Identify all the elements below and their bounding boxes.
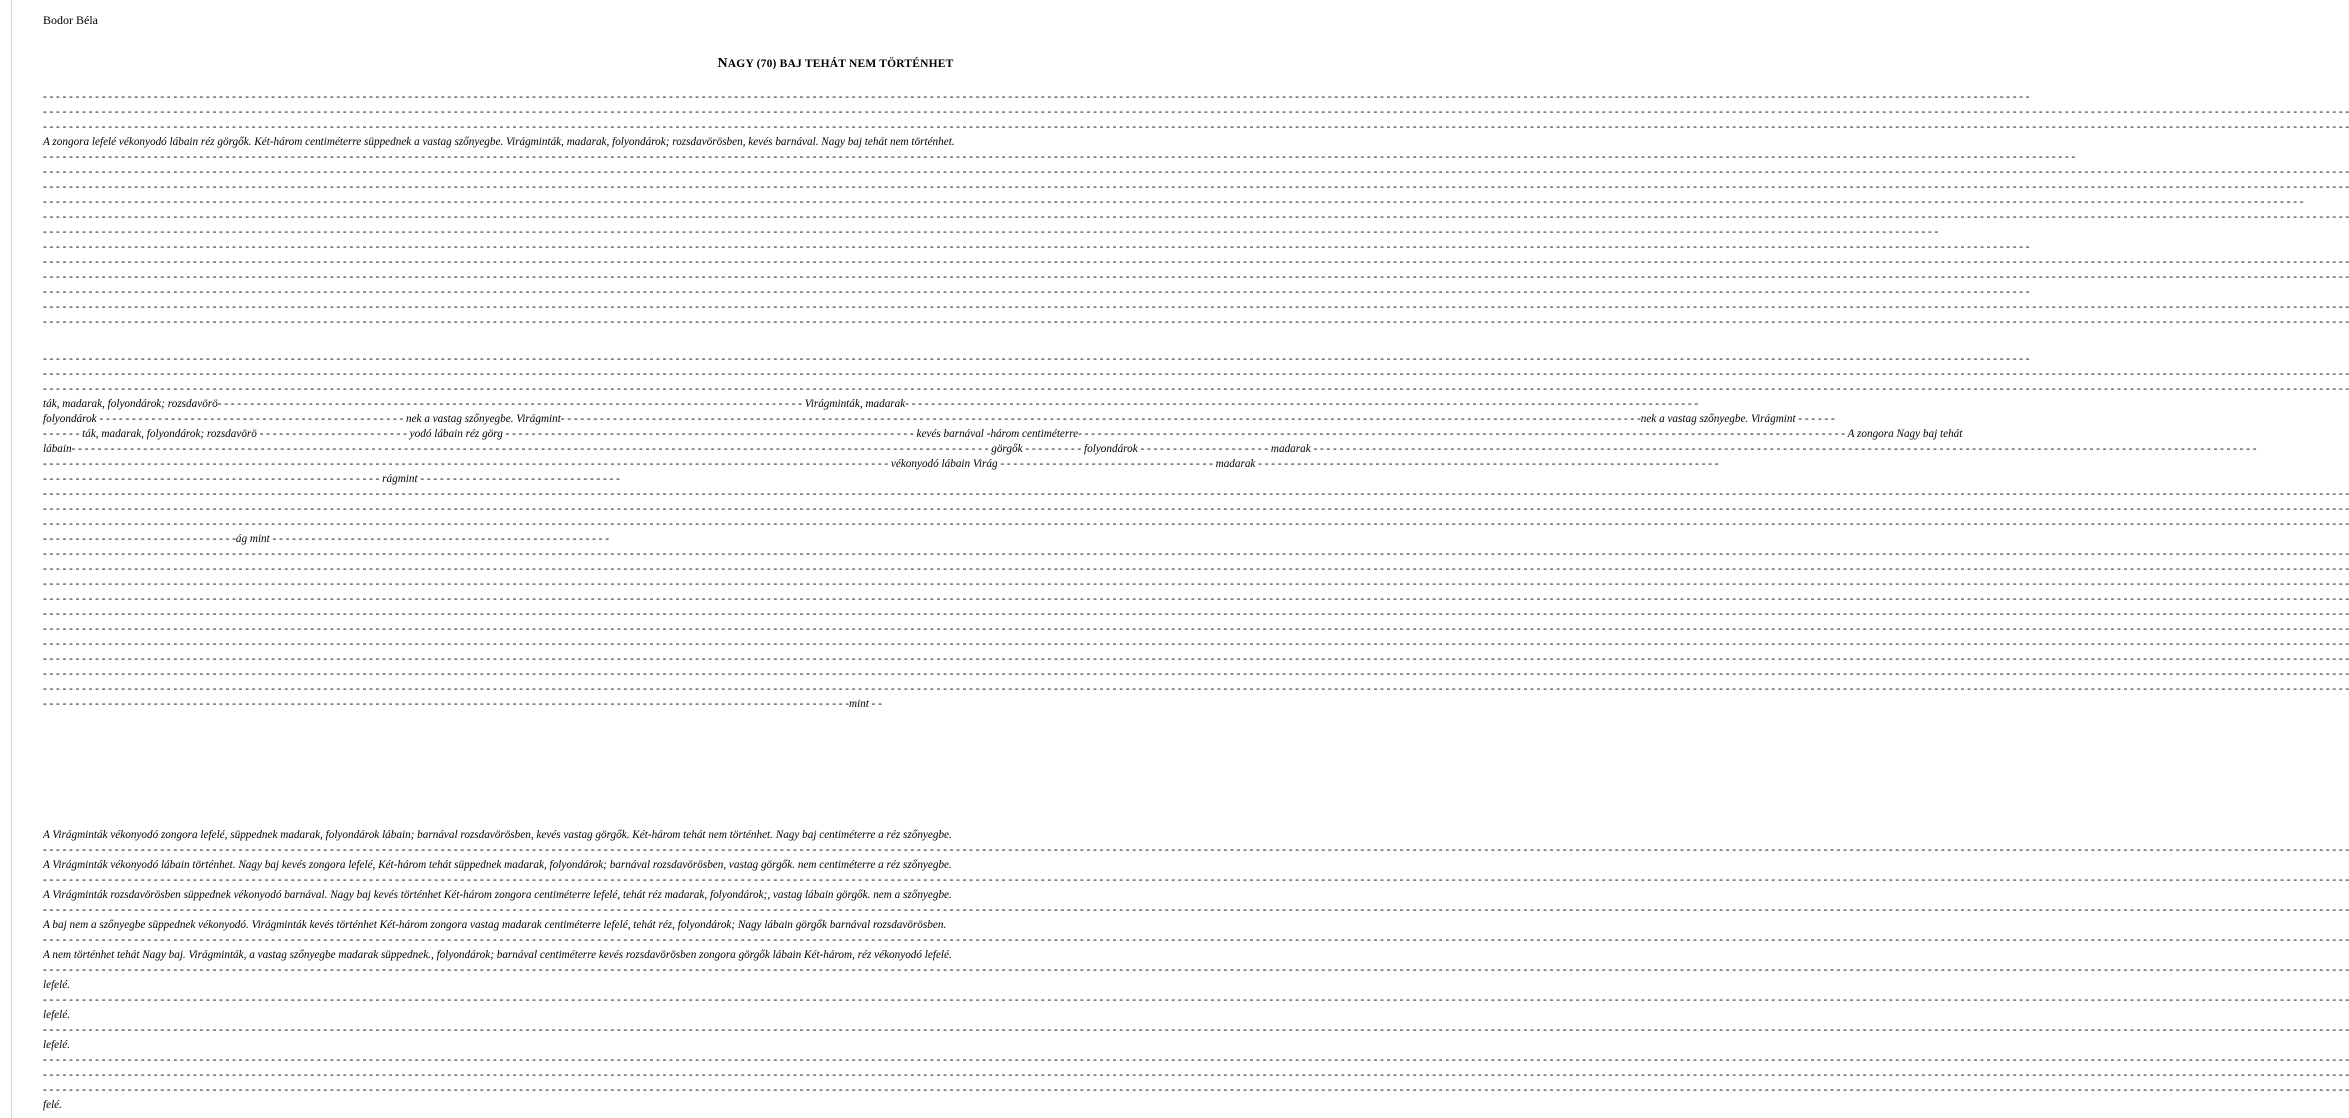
document-page	[43, 0, 2349, 1118]
text-line: - - - - - - - - - - - - - - - - - - - - - - - - - - - - - - - - - - - - - - - - - - - - - - - - - - - - - - - - - - - - - - - - - - - - - - - - - - - - - - - - - - - - - - - - - - - - - - - - - - - - - - - - - - - - - - - - - - - - - - - - - - - -mint - -	[43, 698, 882, 710]
dash-line: - - - - - - - - - - - - - - - - - - - - - - - - - - - - - - - - - - - - - - - - - - - - - - - - - - - - - - - - - - - - - - - - - - - - - - - - - - - - - - - - - - - - - - - - - - - - - - - - - - - - - - - - - - - - - - - - - - - - - - - - - - - - - - - - - - - - - - - - - - - - - - - - - - - - - - - - - - - - - - - - - - - - - - - - - - - - - - - - - - - - - - - - - - - - - - - - - - - - - - - - - - - - - - - - - - - - - - - - - - - - - - - - - - - - - - - - - - - - - - - - - - - - - - - - - - - - - - - - - - - - - - - - - - - - - - - - - - - - - - - - - - - - - - - - - - - - - - - - - - - - - - - - - - - - - - - - - - - - - - - - - - - - - - - - - - - - - - - - - - - - - - - - - - - - - - - - - -	[43, 548, 2349, 560]
text-line: A Virágminták vékonyodó lábain történhet. Nagy baj kevés zongora lefelé, Két-három tehát süppednek madarak, folyondárok; barnával rozsdavörösben, vastag görgők. nem centiméterre a réz szőnyegbe.	[43, 859, 952, 871]
text-line: lábain- - - - - - - - - - - - - - - - - - - - - - - - - - - - - - - - - - - - - - - - - - - - - - - - - - - - - - - - - - - - - - - - - - - - - - - - - - - - - - - - - - - - - - - - - - - - - - - - - - - - - - - - - - - - - - - - - - - - - - - - - - - - - - - - - - - - - - - - - - - - - görgők - - - - - - - - - folyondárok - - - - - - - - - - - - - - - - - - - - madarak - - - - - - - - - - - - - - - - - - - - - - - - - - - - - - - - - - - - - - - - - - - - - - - - - - - - - - - - - - - - - - - - - - - - - - - - - - - - - - - - - - - - - - - - - - - - - - - - - - - - - - - - - - - - - - - - - - - - - - - - - - - - - - - - - - - - - - - - - - - - - - - - -	[43, 443, 2257, 455]
dash-line: - - - - - - - - - - - - - - - - - - - - - - - - - - - - - - - - - - - - - - - - - - - - - - - - - - - - - - - - - - - - - - - - - - - - - - - - - - - - - - - - - - - - - - - - - - - - - - - - - - - - - - - - - - - - - - - - - - - - - - - - - - - - - - - - - - - - - - - - - - - - - - - - - - - - - - - - - - - - - - - - - - - - - - - - - - - - - - - - - - - - - - - - - - - - - - - - - - - - - - - - - - - - - - - - - - - - - - - - - - - - - - - - - - - - - - - - - - - - - - - - - - - - - - - - - - - - - - - - - - - - - - - - - - - - - - - - - - - - - - - - - - - - - - - - - - - - - - - - - - - - - - - - - - - - - - - - - - - - - - - - - - - - - - - - - - - - - - - - - - - - - - - - - - - - - - - - - -	[43, 874, 2349, 886]
text-line: A nem történhet tehát Nagy baj. Virágminták, a vastag szőnyegbe madarak süppednek., folyondárok; barnával centiméterre kevés rozsdavörösben zongora görgők lábain Két-három, réz vékonyodó lefelé.	[43, 949, 952, 961]
document-title	[43, 56, 1628, 72]
dash-line: - - - - - - - - - - - - - - - - - - - - - - - - - - - - - - - - - - - - - - - - - - - - - - - - - - - - - - - - - - - - - - - - - - - - - - - - - - - - - - - - - - - - - - - - - - - - - - - - - - - - - - - - - - - - - - - - - - - - - - - - - - - - - - - - - - - - - - - - - - - - - - - - - - - - - - - - - - - - - - - - - - - - - - - - - - - - - - - - - - - - - - - - - - - - - - - - - - - - - - - - - - - - - - - - - - - - - - - - - - - - - - - - - - - - - - - - - - - - - - - - - - - - - - - - - - - - - - - - - - - - - - - - - - - - - - - - - - - - - - - - - - - - - - - - - - - - - - - - - - - - - - - - -	[43, 286, 2030, 298]
dash-line: - - - - - - - - - - - - - - - - - - - - - - - - - - - - - - - - - - - - - - - - - - - - - - - - - - - - - - - - - - - - - - - - - - - - - - - - - - - - - - - - - - - - - - - - - - - - - - - - - - - - - - - - - - - - - - - - - - - - - - - - - - - - - - - - - - - - - - - - - - - - - - - - - - - - - - - - - - - - - - - - - - - - - - - - - - - - - - - - - - - - - - - - - - - - - - - - - - - - - - - - - - - - - - - - - - - - - - - - - - - - - - - - - - - - - - - - - - - - - - - - - - - - - - - - - - - - - - - - - - - - - - - - - - - - - - - - - - - - - - - - - - - - - - - - - - - - - - - - - - - - - - - - - - - - - - - - - - - - - - - - - - - - - - - - - - - - - - - - - - - - - - - - - - - - - - - - - -	[43, 383, 2349, 395]
text-line: lefelé.	[43, 1039, 71, 1051]
dash-line: - - - - - - - - - - - - - - - - - - - - - - - - - - - - - - - - - - - - - - - - - - - - - - - - - - - - - - - - - - - - - - - - - - - - - - - - - - - - - - - - - - - - - - - - - - - - - - - - - - - - - - - - - - - - - - - - - - - - - - - - - - - - - - - - - - - - - - - - - - - - - - - - - - - - - - - - - - - - - - - - - - - - - - - - - - - - - - - - - - - - - - - - - - - - - - - - - - - - - - - - - - - - - - - - - - - - - - - - - - - - - - - - - - - - - - - - - - - - - - - - - - - - - - - - - - - - - - - - - - - - - - - - - - - - - - - - - - - - - - - - - - - - - - - - - - - - - - - - - - - - - - - - - - - - - - - - - - - - - - - - - - - - - - - - - - - - - - - - - - - - - - - - - - - - - - - - - -	[43, 593, 2349, 605]
dash-line: - - - - - - - - - - - - - - - - - - - - - - - - - - - - - - - - - - - - - - - - - - - - - - - - - - - - - - - - - - - - - - - - - - - - - - - - - - - - - - - - - - - - - - - - - - - - - - - - - - - - - - - - - - - - - - - - - - - - - - - - - - - - - - - - - - - - - - - - - - - - - - - - - - - - - - - - - - - - - - - - - - - - - - - - - - - - - - - - - - - - - - - - - - - - - - - - - - - - - - - - - - - - - - - - - - - - - - - - - - - - - - - - - - - - - - - - - - - - - - - - - - - - - - - - - - - - - - - - - - - - - - - - - - - - - - - - - - - - - - - - - - - - - - - - - - - - - - - - - - - - - - - - - - - - - - - - - - - - - - - - - - - - - - - - - - - - - - - - - - - - - - - - - - - - - - - - - -	[43, 518, 2349, 530]
dash-line: - - - - - - - - - - - - - - - - - - - - - - - - - - - - - - - - - - - - - - - - - - - - - - - - - - - - - - - - - - - - - - - - - - - - - - - - - - - - - - - - - - - - - - - - - - - - - - - - - - - - - - - - - - - - - - - - - - - - - - - - - - - - - - - - - - - - - - - - - - - - - - - - - - - - - - - - - - - - - - - - - - - - - - - - - - - - - - - - - - - - - - - - - - - - - - - - - - - - - - - - - - - - - - - - - - - - - - - - - - - - - - - - - - - - - - - - - - - - - - - - - - - - - - - - - - - - - - - - - - - - - - - - - - - - - - - - - - - - - - - - - - - - - - - - - - -	[43, 226, 1939, 238]
dash-line: - - - - - - - - - - - - - - - - - - - - - - - - - - - - - - - - - - - - - - - - - - - - - - - - - - - - - - - - - - - - - - - - - - - - - - - - - - - - - - - - - - - - - - - - - - - - - - - - - - - - - - - - - - - - - - - - - - - - - - - - - - - - - - - - - - - - - - - - - - - - - - - - - - - - - - - - - - - - - - - - - - - - - - - - - - - - - - - - - - - - - - - - - - - - - - - - - - - - - - - - - - - - - - - - - - - - - - - - - - - - - - - - - - - - - - - - - - - - - - - - - - - - - - - - - - - - - - - - - - - - - - - - - - - - - - - - - - - - - - - - - - - - - - - - - - - - - - - - - - - - - - - - - - - - - - - - - - - - - - - - - - - - - - - - - - - - - - - - - - - - - - - - - - - - - - - - - -	[43, 121, 2349, 133]
dash-line: - - - - - - - - - - - - - - - - - - - - - - - - - - - - - - - - - - - - - - - - - - - - - - - - - - - - - - - - - - - - - - - - - - - - - - - - - - - - - - - - - - - - - - - - - - - - - - - - - - - - - - - - - - - - - - - - - - - - - - - - - - - - - - - - - - - - - - - - - - - - - - - - - - - - - - - - - - - - - - - - - - - - - - - - - - - - - - - - - - - - - - - - - - - - - - - - - - - - - - - - - - - - - - - - - - - - - - - - - - - - - - - - - - - - - - - - - - - - - - - - - - - - - - - - - - - - - - - - - - - - - - - - - - - - - - - - - - - - - - - - - - - - - - - - - - - - - - - - - - - - - - - - - - - - - - - - - - - - - - - - - - - - - - - - - - - - - - - - - - - - - - - - - - - - - - - - - -	[43, 653, 2349, 665]
text-line: felé.	[43, 1099, 62, 1111]
text-line: - - - - - - ták, madarak, folyondárok; rozsdavörö - - - - - - - - - - - - - - - - - - - - - - - yodó lábain réz görg - - - - - - - - - - - - - - - - - - - - - - - - - - - - - - - - - - - - - - - - - - - - - - - - - - - - - - - - - - - - - - - kevés barnával -három centiméterre- - - - - - - - - - - - - - - - - - - - - - - - - - - - - - - - - - - - - - - - - - - - - - - - - - - - - - - - - - - - - - - - - - - - - - - - - - - - - - - - - - - - - - - - - - - - - - - - - - - - - - - - - - - - - - - - - - - - - - A zongora Nagy baj tehát	[43, 428, 1963, 440]
dash-line: - - - - - - - - - - - - - - - - - - - - - - - - - - - - - - - - - - - - - - - - - - - - - - - - - - - - - - - - - - - - - - - - - - - - - - - - - - - - - - - - - - - - - - - - - - - - - - - - - - - - - - - - - - - - - - - - - - - - - - - - - - - - - - - - - - - - - - - - - - - - - - - - - - - - - - - - - - - - - - - - - - - - - - - - - - - - - - - - - - - - - - - - - - - - - - - - - - - - - - - - - - - - - - - - - - - - - - - - - - - - - - - - - - - - - - - - - - - - - - - - - - - - - - - - - - - - - - - - - - - - - - - - - - - - - - - - - - - - - - - - - - - - - - - - - - - - - - - - - - - - - - - - - - - - - - - - - - - - - - - - - - - - - - - - - - - - - - - - - - - - - - - - - - - - - - - - - -	[43, 1024, 2349, 1036]
dash-line: - - - - - - - - - - - - - - - - - - - - - - - - - - - - - - - - - - - - - - - - - - - - - - - - - - - - - - - - - - - - - - - - - - - - - - - - - - - - - - - - - - - - - - - - - - - - - - - - - - - - - - - - - - - - - - - - - - - - - - - - - - - - - - - - - - - - - - - - - - - - - - - - - - - - - - - - - - - - - - - - - - - - - - - - - - - - - - - - - - - - - - - - - - - - - - - - - - - - - - - - - - - - - - - - - - - - - - - - - - - - - - - - - - - - - - - - - - - - - - - - - - - - - - - - - - - - - - - - - - - - - - - - - - - - - - - - - - - - - - - - - - - - - - - - - - - - - - - - - - - - - - - - -	[43, 241, 2030, 253]
dash-line: - - - - - - - - - - - - - - - - - - - - - - - - - - - - - - - - - - - - - - - - - - - - - - - - - - - - - - - - - - - - - - - - - - - - - - - - - - - - - - - - - - - - - - - - - - - - - - - - - - - - - - - - - - - - - - - - - - - - - - - - - - - - - - - - - - - - - - - - - - - - - - - - - - - - - - - - - - - - - - - - - - - - - - - - - - - - - - - - - - - - - - - - - - - - - - - - - - - - - - - - - - - - - - - - - - - - - - - - - - - - - - - - - - - - - - - - - - - - - - - - - - - - - - - - - - - - - - - - - - - - - - - - - - - - - - - - - - - - - - - - - - - - - - - - - - - - - - - - - - - - - - - - - - - - - - - - - - - - - - - - - - - - - - - - - - - - - - - - - - - - - - - - - - - - - - - - - -	[43, 563, 2349, 575]
text-line: A Virágminták rozsdavörösben süppednek vékonyodó barnával. Nagy baj kevés történhet Két-három zongora centiméterre lefelé, tehát réz madarak, folyondárok;, vastag lábain görgők. nem a szőnyegbe.	[43, 889, 952, 901]
text-line: - - - - - - - - - - - - - - - - - - - - - - - - - - - - - - - - - - - - - - - - - - - - - - - - - - - - rágmint - - - - - - - - - - - - - - - - - - - - - - - - - - - - - - -	[43, 473, 620, 485]
dash-line: - - - - - - - - - - - - - - - - - - - - - - - - - - - - - - - - - - - - - - - - - - - - - - - - - - - - - - - - - - - - - - - - - - - - - - - - - - - - - - - - - - - - - - - - - - - - - - - - - - - - - - - - - - - - - - - - - - - - - - - - - - - - - - - - - - - - - - - - - - - - - - - - - - - - - - - - - - - - - - - - - - - - - - - - - - - - - - - - - - - - - - - - - - - - - - - - - - - - - - - - - - - - - - - - - - - - - - - - - - - - - - - - - - - - - - - - - - - - - - - - - - - - - - - - - - - - - - - - - - - - - - - - - - - - - - - - - - - - - - - - - - - - - - - - - - - - - - - - - - - - - - - - - - - - - - - - - - - - - - - - - - - - - - - - - - - - - - - - - - - - - - - - - - - - - - - - - -	[43, 301, 2349, 313]
section-fragment-lines	[43, 352, 2349, 712]
dash-line: - - - - - - - - - - - - - - - - - - - - - - - - - - - - - - - - - - - - - - - - - - - - - - - - - - - - - - - - - - - - - - - - - - - - - - - - - - - - - - - - - - - - - - - - - - - - - - - - - - - - - - - - - - - - - - - - - - - - - - - - - - - - - - - - - - - - - - - - - - - - - - - - - - - - - - - - - - - - - - - - - - - - - - - - - - - - - - - - - - - - - - - - - - - - - - - - - - - - - - - - - - - - - - - - - - - - - - - - - - - - - - - - - - - - - - - - - - - - - - - - - - - - - - - - - - - - - - - - - - - - - - - - - - - - - - - - - - - - - - - - - - - - - - - - - - - - - - - - - - - - - - - - - - - - - - - - - - - - - - - - - - - - - - - - - - - - - - - - - - - - - - - - - - - - - - - - - -	[43, 934, 2349, 946]
dash-line: - - - - - - - - - - - - - - - - - - - - - - - - - - - - - - - - - - - - - - - - - - - - - - - - - - - - - - - - - - - - - - - - - - - - - - - - - - - - - - - - - - - - - - - - - - - - - - - - - - - - - - - - - - - - - - - - - - - - - - - - - - - - - - - - - - - - - - - - - - - - - - - - - - - - - - - - - - - - - - - - - - - - - - - - - - - - - - - - - - - - - - - - - - - - - - - - - - - - - - - - - - - - - - - - - - - - - - - - - - - - - - - - - - - - - - - - - - - - - - - - - - - - - - - - - - - - - - - - - - - - - - - - - - - - - - - - - - - - - - - - - - - - - - - - - - - - - - - - - - - - - - - - - - - - - - - - - - - - - - - - - - - - - - - - - - - - - - - - - - - - - - - - - - - - - - - - - -	[43, 1054, 2349, 1066]
section-intro-lines	[43, 90, 2349, 330]
title-rest: AGY (70) BAJ TEHÁT NEM TÖRTÉNHET	[727, 58, 954, 70]
dash-line: - - - - - - - - - - - - - - - - - - - - - - - - - - - - - - - - - - - - - - - - - - - - - - - - - - - - - - - - - - - - - - - - - - - - - - - - - - - - - - - - - - - - - - - - - - - - - - - - - - - - - - - - - - - - - - - - - - - - - - - - - - - - - - - - - - - - - - - - - - - - - - - - - - - - - - - - - - - - - - - - - - - - - - - - - - - - - - - - - - - - - - - - - - - - - - - - - - - - - - - - - - - - - - - - - - - - - - - - - - - - - - - - - - - - - - - - - - - - - - - - - - - - - - - - - - - - - - - - - - - - - - - - - - - - - - - - - - - - - - - - - - - - - - - - - - - - - - - - - - - - - - - - - - - - - - - - - - - - - - - - - - - - - - - - - - - - - - - - - - - - - - - - - - - - - - - - - -	[43, 964, 2349, 976]
author-name: Bodor Béla	[43, 13, 98, 27]
dash-line: - - - - - - - - - - - - - - - - - - - - - - - - - - - - - - - - - - - - - - - - - - - - - - - - - - - - - - - - - - - - - - - - - - - - - - - - - - - - - - - - - - - - - - - - - - - - - - - - - - - - - - - - - - - - - - - - - - - - - - - - - - - - - - - - - - - - - - - - - - - - - - - - - - - - - - - - - - - - - - - - - - - - - - - - - - - - - - - - - - - - - - - - - - - - - - - - - - - - - - - - - - - - - - - - - - - - - - - - - - - - - - - - - - - - - - - - - - - - - - - - - - - - - - - - - - - - - - - - - - - - - - - - - - - - - - - - - - - - - - - - - - - - - - - - - - - - - - - - - - - - - - - - -	[43, 353, 2030, 365]
dash-line: - - - - - - - - - - - - - - - - - - - - - - - - - - - - - - - - - - - - - - - - - - - - - - - - - - - - - - - - - - - - - - - - - - - - - - - - - - - - - - - - - - - - - - - - - - - - - - - - - - - - - - - - - - - - - - - - - - - - - - - - - - - - - - - - - - - - - - - - - - - - - - - - - - - - - - - - - - - - - - - - - - - - - - - - - - - - - - - - - - - - - - - - - - - - - - - - - - - - - - - - - - - - - - - - - - - - - - - - - - - - - - - - - - - - - - - - - - - - - - - - - - - - - - - - - - - - - - - - - - - - - - - - - - - - - - - - - - - - - - - - - - - - - - - - - - - - - - - - - - - - - - - - - - - - - - - -	[43, 151, 2076, 163]
dash-line: - - - - - - - - - - - - - - - - - - - - - - - - - - - - - - - - - - - - - - - - - - - - - - - - - - - - - - - - - - - - - - - - - - - - - - - - - - - - - - - - - - - - - - - - - - - - - - - - - - - - - - - - - - - - - - - - - - - - - - - - - - - - - - - - - - - - - - - - - - - - - - - - - - - - - - - - - - - - - - - - - - - - - - - - - - - - - - - - - - - - - - - - - - - - - - - - - - - - - - - - - - - - - - - - - - - - - - - - - - - - - - - - - - - - - - - - - - - - - - - - - - - - - - - - - - - - - - - - - - - - - - - - - - - - - - - - - - - - - - - - - - - - - - - - - - - - - - - - - - - - - - - - - - - - - - - - - - - - - - - - - - - - - - - - - - - - - - - - - - - - - - - - - - - - - - - - - -	[43, 683, 2349, 695]
dash-line: - - - - - - - - - - - - - - - - - - - - - - - - - - - - - - - - - - - - - - - - - - - - - - - - - - - - - - - - - - - - - - - - - - - - - - - - - - - - - - - - - - - - - - - - - - - - - - - - - - - - - - - - - - - - - - - - - - - - - - - - - - - - - - - - - - - - - - - - - - - - - - - - - - - - - - - - - - - - - - - - - - - - - - - - - - - - - - - - - - - - - - - - - - - - - - - - - - - - - - - - - - - - - - - - - - - - - - - - - - - - - - - - - - - - - - - - - - - - - - - - - - - - - - - - - - - - - - - - - - - - - - - - - - - - - - - - - - - - - - - - - - - - - - - - - - - - - - - - - - - - - - - - - - - - - - - - - - - - - - - - - - - - - - - - - - - - - - - - - - - - - - - - - - - - - - - - - -	[43, 368, 2349, 380]
dash-line: - - - - - - - - - - - - - - - - - - - - - - - - - - - - - - - - - - - - - - - - - - - - - - - - - - - - - - - - - - - - - - - - - - - - - - - - - - - - - - - - - - - - - - - - - - - - - - - - - - - - - - - - - - - - - - - - - - - - - - - - - - - - - - - - - - - - - - - - - - - - - - - - - - - - - - - - - - - - - - - - - - - - - - - - - - - - - - - - - - - - - - - - - - - - - - - - - - - - - - - - - - - - - - - - - - - - - - - - - - - - - - - - - - - - - - - - - - - - - - - - - - - - - - - - - - - - - - - - - - - - - - - - - - - - - - - - - - - - - - - - - - - - - - - - - - - - - - - - - - - - - - - - - - - - - - - - - - - - - - - - - - - - - - - - - - - - - - - - - - - - - - - - - - - - - - - - - -	[43, 1069, 2349, 1081]
text-line: A Virágminták vékonyodó zongora lefelé, süppednek madarak, folyondárok lábain; barnával rozsdavörösben, kevés vastag görgők. Két-három tehát nem történhet. Nagy baj centiméterre a réz szőnyegbe.	[43, 829, 952, 841]
section-permutation-lines	[43, 828, 2349, 1113]
dash-line: - - - - - - - - - - - - - - - - - - - - - - - - - - - - - - - - - - - - - - - - - - - - - - - - - - - - - - - - - - - - - - - - - - - - - - - - - - - - - - - - - - - - - - - - - - - - - - - - - - - - - - - - - - - - - - - - - - - - - - - - - - - - - - - - - - - - - - - - - - - - - - - - - - - - - - - - - - - - - - - - - - - - - - - - - - - - - - - - - - - - - - - - - - - - - - - - - - - - - - - - - - - - - - - - - - - - - - - - - - - - - - - - - - - - - - - - - - - - - - - - - - - - - - - - - - - - - - - - - - - - - - - - - - - - - - - - - - - - - - - - - - - - - - - - - - - - - - - - - - - - - - - - - - - - - - - - - - - - - - - - - - - - - - - - - - - - - - - - - - - - - - - - - - - - - - - - - -	[43, 904, 2349, 916]
dash-line: - - - - - - - - - - - - - - - - - - - - - - - - - - - - - - - - - - - - - - - - - - - - - - - - - - - - - - - - - - - - - - - - - - - - - - - - - - - - - - - - - - - - - - - - - - - - - - - - - - - - - - - - - - - - - - - - - - - - - - - - - - - - - - - - - - - - - - - - - - - - - - - - - - - - - - - - - - - - - - - - - - - - - - - - - - - - - - - - - - - - - - - - - - - - - - - - - - - - - - - - - - - - - - - - - - - - - - - - - - - - - - - - - - - - - - - - - - - - - - - - - - - - - - - - - - - - - - - - - - - - - - - - - - - - - - - - - - - - - - - - - - - - - - - - - - - - - - - - - - - - - - - - - - - - - - - - - - - - - - - - - - - - - - - - - - - - - - - - - - - - - - - - - - - - - - - - - -	[43, 1084, 2349, 1096]
text-line: A baj nem a szőnyegbe süppednek vékonyodó. Virágminták kevés történhet Két-három zongora vastag madarak centiméterre lefelé, tehát réz, folyondárok; Nagy lábain görgők barnával rozsdavörösben.	[43, 919, 947, 931]
dash-line: - - - - - - - - - - - - - - - - - - - - - - - - - - - - - - - - - - - - - - - - - - - - - - - - - - - - - - - - - - - - - - - - - - - - - - - - - - - - - - - - - - - - - - - - - - - - - - - - - - - - - - - - - - - - - - - - - - - - - - - - - - - - - - - - - - - - - - - - - - - - - - - - - - - - - - - - - - - - - - - - - - - - - - - - - - - - - - - - - - - - - - - - - - - - - - - - - - - - - - - - - - - - - - - - - - - - - - - - - - - - - - - - - - - - - - - - - - - - - - - - - - - - - - - - - - - - - - - - - - - - - - - - - - - - - - - - - - - - - - - - - - - - - - - - - - - - - - - - - - - - - - - - - - - - - - - - - - - - - - - - - - - - - - - - - - - - - - - - - - - - - - - - - - - - - - - - - -	[43, 256, 2349, 268]
text-line: lefelé.	[43, 1009, 71, 1021]
dash-line: - - - - - - - - - - - - - - - - - - - - - - - - - - - - - - - - - - - - - - - - - - - - - - - - - - - - - - - - - - - - - - - - - - - - - - - - - - - - - - - - - - - - - - - - - - - - - - - - - - - - - - - - - - - - - - - - - - - - - - - - - - - - - - - - - - - - - - - - - - - - - - - - - - - - - - - - - - - - - - - - - - - - - - - - - - - - - - - - - - - - - - - - - - - - - - - - - - - - - - - - - - - - - - - - - - - - - - - - - - - - - - - - - - - - - - - - - - - - - - - - - - - - - - - - - - - - - - - - - - - - - - - - - - - - - - - - - - - - - - - - - - - - - - - - - - - - - - - - - - - - - - - - - - - - - - - - - - - - - - - - - - - - - - - - - - - - - - - - - - - - - - - - - - - - - - - - - -	[43, 844, 2349, 856]
dash-line: - - - - - - - - - - - - - - - - - - - - - - - - - - - - - - - - - - - - - - - - - - - - - - - - - - - - - - - - - - - - - - - - - - - - - - - - - - - - - - - - - - - - - - - - - - - - - - - - - - - - - - - - - - - - - - - - - - - - - - - - - - - - - - - - - - - - - - - - - - - - - - - - - - - - - - - - - - - - - - - - - - - - - - - - - - - - - - - - - - - - - - - - - - - - - - - - - - - - - - - - - - - - - - - - - - - - - - - - - - - - - - - - - - - - - - - - - - - - - - - - - - - - - - - - - - - - - - - - - - - - - - - - - - - - - - - - - - - - - - - - - - - - - - - - - - - - - - - - - - - - - - - - - - - - - - - - - - - - - - - - - - - - - - - - - - - - - - - - - - - - - - - - - - - - - - - - - -	[43, 488, 2349, 500]
text-line: A zongora lefelé vékonyodó lábain réz görgők. Két-három centiméterre süppednek a vastag szőnyegbe. Virágminták, madarak, folyondárok; rozsdavörösben, kevés barnával. Nagy baj tehát nem történhet.	[43, 136, 955, 148]
title-initial: N	[717, 56, 728, 71]
dash-line: - - - - - - - - - - - - - - - - - - - - - - - - - - - - - - - - - - - - - - - - - - - - - - - - - - - - - - - - - - - - - - - - - - - - - - - - - - - - - - - - - - - - - - - - - - - - - - - - - - - - - - - - - - - - - - - - - - - - - - - - - - - - - - - - - - - - - - - - - - - - - - - - - - - - - - - - - - - - - - - - - - - - - - - - - - - - - - - - - - - - - - - - - - - - - - - - - - - - - - - - - - - - - - - - - - - - - - - - - - - - - - - - - - - - - - - - - - - - - - - - - - - - - - - - - - - - - - - - - - - - - - - - - - - - - - - - - - - - - - - - - - - - - - - - - - - - - - - - - - - - - - - - - - - - - - - - - - - - - - - - - - - - - - - - - - - - - - - - - - - - - - - - - - - - - - - - - -	[43, 668, 2349, 680]
dash-line: - - - - - - - - - - - - - - - - - - - - - - - - - - - - - - - - - - - - - - - - - - - - - - - - - - - - - - - - - - - - - - - - - - - - - - - - - - - - - - - - - - - - - - - - - - - - - - - - - - - - - - - - - - - - - - - - - - - - - - - - - - - - - - - - - - - - - - - - - - - - - - - - - - - - - - - - - - - - - - - - - - - - - - - - - - - - - - - - - - - - - - - - - - - - - - - - - - - - - - - - - - - - - - - - - - - - - - - - - - - - - - - - - - - - - - - - - - - - - - - - - - - - - - - - - - - - - - - - - - - - - - - - - - - - - - - - - - - - - - - - - - - - - - - - - - - - - - - - - - - - - - - - - - - - - - - - - - - - - - - - - - - - - - - - - - - - - - - - - - - - - - - - - - - - - - - - - -	[43, 503, 2349, 515]
dash-line: - - - - - - - - - - - - - - - - - - - - - - - - - - - - - - - - - - - - - - - - - - - - - - - - - - - - - - - - - - - - - - - - - - - - - - - - - - - - - - - - - - - - - - - - - - - - - - - - - - - - - - - - - - - - - - - - - - - - - - - - - - - - - - - - - - - - - - - - - - - - - - - - - - - - - - - - - - - - - - - - - - - - - - - - - - - - - - - - - - - - - - - - - - - - - - - - - - - - - - - - - - - - - - - - - - - - - - - - - - - - - - - - - - - - - - - - - - - - - - - - - - - - - - - - - - - - - - - - - - - - - - - - - - - - - - - - - - - - - - - - - - - - - - - - - - - - - - - - - - - - - - - - - - - - - - - - - - - - - - - - - - - - - - - - - - - - - - - - - - - - - - - - - - - - - - - - - -	[43, 106, 2349, 118]
dash-line: - - - - - - - - - - - - - - - - - - - - - - - - - - - - - - - - - - - - - - - - - - - - - - - - - - - - - - - - - - - - - - - - - - - - - - - - - - - - - - - - - - - - - - - - - - - - - - - - - - - - - - - - - - - - - - - - - - - - - - - - - - - - - - - - - - - - - - - - - - - - - - - - - - - - - - - - - - - - - - - - - - - - - - - - - - - - - - - - - - - - - - - - - - - - - - - - - - - - - - - - - - - - - - - - - - - - - - - - - - - - - - - - - - - - - - - - - - - - - - - - - - - - - - - - - - - - - - - - - - - - - - - - - - - - - - - - - - - - - - - - - - - - - - - - - - - - - - - - - - - - - - - - - - - - - - - - - - - - - - - - - - - - - - - - - - - - - - - - - - - - - - - - - - - - - - - - - -	[43, 623, 2349, 635]
text-line: ták, madarak, folyondárok; rozsdavörö- - - - - - - - - - - - - - - - - - - - - - - - - - - - - - - - - - - - - - - - - - - - - - - - - - - - - - - - - - - - - - - - - - - - - - - - - - - - - - - - - - - - - - - - - - Virágminták, madarak- - - - - - - - - - - - - - - - - - - - - - - - - - - - - - - - - - - - - - - - - - - - - - - - - - - - - - - - - - - - - - - - - - - - - - - - - - - - - - - - - - - - - - - - - - - - - - - - - - - - - - - - - - - - - - - - - - - - - - - - - -	[43, 398, 1699, 410]
dash-line: - - - - - - - - - - - - - - - - - - - - - - - - - - - - - - - - - - - - - - - - - - - - - - - - - - - - - - - - - - - - - - - - - - - - - - - - - - - - - - - - - - - - - - - - - - - - - - - - - - - - - - - - - - - - - - - - - - - - - - - - - - - - - - - - - - - - - - - - - - - - - - - - - - - - - - - - - - - - - - - - - - - - - - - - - - - - - - - - - - - - - - - - - - - - - - - - - - - - - - - - - - - - - - - - - - - - - - - - - - - - - - - - - - - - - - - - - - - - - - - - - - - - - - - - - - - - - - - - - - - - - - - - - - - - - - - - - - - - - - - - - - - - - - - - - - - - - - - - - - - - - - - - - - - - - - - - - - - - - - - - - - - - - - - - - - - - - - - - - - - - - - - - - - - - - - - - - -	[43, 316, 2349, 328]
text-line: lefelé.	[43, 979, 71, 991]
dash-line: - - - - - - - - - - - - - - - - - - - - - - - - - - - - - - - - - - - - - - - - - - - - - - - - - - - - - - - - - - - - - - - - - - - - - - - - - - - - - - - - - - - - - - - - - - - - - - - - - - - - - - - - - - - - - - - - - - - - - - - - - - - - - - - - - - - - - - - - - - - - - - - - - - - - - - - - - - - - - - - - - - - - - - - - - - - - - - - - - - - - - - - - - - - - - - - - - - - - - - - - - - - - - - - - - - - - - - - - - - - - - - - - - - - - - - - - - - - - - - - - - - - - - - - - - - - - - - - - - - - - - - - - - - - - - - - - - - - - - - - - - - - - - - - - - - - - - - - - - - - - - - - - - - - - - - - - - - - - - - - - - - - - - - - - - - - - - - - - - - - - - - - - - - - - - - - - - -	[43, 994, 2349, 1006]
text-line: - - - - - - - - - - - - - - - - - - - - - - - - - - - - - -ág mint - - - - - - - - - - - - - - - - - - - - - - - - - - - - - - - - - - - - - - - - - - - - - - - - - - - -	[43, 533, 609, 545]
dash-line: - - - - - - - - - - - - - - - - - - - - - - - - - - - - - - - - - - - - - - - - - - - - - - - - - - - - - - - - - - - - - - - - - - - - - - - - - - - - - - - - - - - - - - - - - - - - - - - - - - - - - - - - - - - - - - - - - - - - - - - - - - - - - - - - - - - - - - - - - - - - - - - - - - - - - - - - - - - - - - - - - - - - - - - - - - - - - - - - - - - - - - - - - - - - - - - - - - - - - - - - - - - - - - - - - - - - - - - - - - - - - - - - - - - - - - - - - - - - - - - - - - - - - - - - - - - - - - - - - - - - - - - - - - - - - - - - - - - - - - - - - - - - - - - - - - - - - - - - - - - - - - - - - - - - - - - - - - - - - - - - - - - - - - - - - - - - - - - - - - - - - - - - - - - - - - - - - -	[43, 578, 2349, 590]
page-left-edge	[11, 0, 12, 1118]
dash-line: - - - - - - - - - - - - - - - - - - - - - - - - - - - - - - - - - - - - - - - - - - - - - - - - - - - - - - - - - - - - - - - - - - - - - - - - - - - - - - - - - - - - - - - - - - - - - - - - - - - - - - - - - - - - - - - - - - - - - - - - - - - - - - - - - - - - - - - - - - - - - - - - - - - - - - - - - - - - - - - - - - - - - - - - - - - - - - - - - - - - - - - - - - - - - - - - - - - - - - - - - - - - - - - - - - - - - - - - - - - - - - - - - - - - - - - - - - - - - - - - - - - - - - - - - - - - - - - - - - - - - - - - - - - - - - - - - - - - - - - - - - - - - - - - - - - - - - - - - - - - - - - - -	[43, 91, 2030, 103]
dash-line: - - - - - - - - - - - - - - - - - - - - - - - - - - - - - - - - - - - - - - - - - - - - - - - - - - - - - - - - - - - - - - - - - - - - - - - - - - - - - - - - - - - - - - - - - - - - - - - - - - - - - - - - - - - - - - - - - - - - - - - - - - - - - - - - - - - - - - - - - - - - - - - - - - - - - - - - - - - - - - - - - - - - - - - - - - - - - - - - - - - - - - - - - - - - - - - - - - - - - - - - - - - - - - - - - - - - - - - - - - - - - - - - - - - - - - - - - - - - - - - - - - - - - - - - - - - - - - - - - - - - - - - - - - - - - - - - - - - - - - - - - - - - - - - - - - - - - - - - - - - - - - - - - - - - - - - - - - - - - - - - - - - - - - - - - - - - - - - - - - - - - - - - - - - - - - - - - -	[43, 166, 2349, 178]
dash-line: - - - - - - - - - - - - - - - - - - - - - - - - - - - - - - - - - - - - - - - - - - - - - - - - - - - - - - - - - - - - - - - - - - - - - - - - - - - - - - - - - - - - - - - - - - - - - - - - - - - - - - - - - - - - - - - - - - - - - - - - - - - - - - - - - - - - - - - - - - - - - - - - - - - - - - - - - - - - - - - - - - - - - - - - - - - - - - - - - - - - - - - - - - - - - - - - - - - - - - - - - - - - - - - - - - - - - - - - - - - - - - - - - - - - - - - - - - - - - - - - - - - - - - - - - - - - - - - - - - - - - - - - - - - - - - - - - - - - - - - - - - - - - - - - - - - - - - - - - - - - - - - - - - - - - - - - - - - - - - - - - - - - - - - - - - - - - - - - - - - - - - - - - - - - - - - - - -	[43, 271, 2349, 283]
text-line: - - - - - - - - - - - - - - - - - - - - - - - - - - - - - - - - - - - - - - - - - - - - - - - - - - - - - - - - - - - - - - - - - - - - - - - - - - - - - - - - - - - - - - - - - - - - - - - - - - - - - - - - - - - - - - - - - - - - - - - - - - - - - - - - - - vékonyodó lábain Virág - - - - - - - - - - - - - - - - - - - - - - - - - - - - - - - - - madarak - - - - - - - - - - - - - - - - - - - - - - - - - - - - - - - - - - - - - - - - - - - - - - - - - - - - - - - - - - - - - - - - - - - - - - -	[43, 458, 1719, 470]
dash-line: - - - - - - - - - - - - - - - - - - - - - - - - - - - - - - - - - - - - - - - - - - - - - - - - - - - - - - - - - - - - - - - - - - - - - - - - - - - - - - - - - - - - - - - - - - - - - - - - - - - - - - - - - - - - - - - - - - - - - - - - - - - - - - - - - - - - - - - - - - - - - - - - - - - - - - - - - - - - - - - - - - - - - - - - - - - - - - - - - - - - - - - - - - - - - - - - - - - - - - - - - - - - - - - - - - - - - - - - - - - - - - - - - - - - - - - - - - - - - - - - - - - - - - - - - - - - - - - - - - - - - - - - - - - - - - - - - - - - - - - - - - - - - - - - - - - - - - - - - - - - - - - - - - - - - - - - - - - - - - - - - - - - - - - - - - - - - - - - - - - - - - - - - - -	[43, 196, 2304, 208]
dash-line: - - - - - - - - - - - - - - - - - - - - - - - - - - - - - - - - - - - - - - - - - - - - - - - - - - - - - - - - - - - - - - - - - - - - - - - - - - - - - - - - - - - - - - - - - - - - - - - - - - - - - - - - - - - - - - - - - - - - - - - - - - - - - - - - - - - - - - - - - - - - - - - - - - - - - - - - - - - - - - - - - - - - - - - - - - - - - - - - - - - - - - - - - - - - - - - - - - - - - - - - - - - - - - - - - - - - - - - - - - - - - - - - - - - - - - - - - - - - - - - - - - - - - - - - - - - - - - - - - - - - - - - - - - - - - - - - - - - - - - - - - - - - - - - - - - - - - - - - - - - - - - - - - - - - - - - - - - - - - - - - - - - - - - - - - - - - - - - - - - - - - - - - - - - - - - - - - -	[43, 638, 2349, 650]
dash-line: - - - - - - - - - - - - - - - - - - - - - - - - - - - - - - - - - - - - - - - - - - - - - - - - - - - - - - - - - - - - - - - - - - - - - - - - - - - - - - - - - - - - - - - - - - - - - - - - - - - - - - - - - - - - - - - - - - - - - - - - - - - - - - - - - - - - - - - - - - - - - - - - - - - - - - - - - - - - - - - - - - - - - - - - - - - - - - - - - - - - - - - - - - - - - - - - - - - - - - - - - - - - - - - - - - - - - - - - - - - - - - - - - - - - - - - - - - - - - - - - - - - - - - - - - - - - - - - - - - - - - - - - - - - - - - - - - - - - - - - - - - - - - - - - - - - - - - - - - - - - - - - - - - - - - - - - - - - - - - - - - - - - - - - - - - - - - - - - - - - - - - - - - - - - - - - - - -	[43, 211, 2349, 223]
text-line: folyondárok - - - - - - - - - - - - - - - - - - - - - - - - - - - - - - - - - - - - - - - - - - - - - - - nek a vastag szőnyegbe. Virágmint- - - - - - - - - - - - - - - - - - - - - - - - - - - - - - - - - - - - - - - - - - - - - - - - - - - - - - - - - - - - - - - - - - - - - - - - - - - - - - - - - - - - - - - - - - - - - - - - - - - - - - - - - - - - - - - - - - - - - - - - - - - - - - - - - - - - - - - - - - - - - - - - - - - - - - - - - - - - - - - - - - - - - -nek a vastag szőnyegbe. Virágmint - - - - - -	[43, 413, 1835, 425]
dash-line: - - - - - - - - - - - - - - - - - - - - - - - - - - - - - - - - - - - - - - - - - - - - - - - - - - - - - - - - - - - - - - - - - - - - - - - - - - - - - - - - - - - - - - - - - - - - - - - - - - - - - - - - - - - - - - - - - - - - - - - - - - - - - - - - - - - - - - - - - - - - - - - - - - - - - - - - - - - - - - - - - - - - - - - - - - - - - - - - - - - - - - - - - - - - - - - - - - - - - - - - - - - - - - - - - - - - - - - - - - - - - - - - - - - - - - - - - - - - - - - - - - - - - - - - - - - - - - - - - - - - - - - - - - - - - - - - - - - - - - - - - - - - - - - - - - - - - - - - - - - - - - - - - - - - - - - - - - - - - - - - - - - - - - - - - - - - - - - - - - - - - - - - - - - - - - - - - -	[43, 181, 2349, 193]
dash-line: - - - - - - - - - - - - - - - - - - - - - - - - - - - - - - - - - - - - - - - - - - - - - - - - - - - - - - - - - - - - - - - - - - - - - - - - - - - - - - - - - - - - - - - - - - - - - - - - - - - - - - - - - - - - - - - - - - - - - - - - - - - - - - - - - - - - - - - - - - - - - - - - - - - - - - - - - - - - - - - - - - - - - - - - - - - - - - - - - - - - - - - - - - - - - - - - - - - - - - - - - - - - - - - - - - - - - - - - - - - - - - - - - - - - - - - - - - - - - - - - - - - - - - - - - - - - - - - - - - - - - - - - - - - - - - - - - - - - - - - - - - - - - - - - - - - - - - - - - - - - - - - - - - - - - - - - - - - - - - - - - - - - - - - - - - - - - - - - - - - - - - - - - - - - - - - - - -	[43, 608, 2349, 620]
